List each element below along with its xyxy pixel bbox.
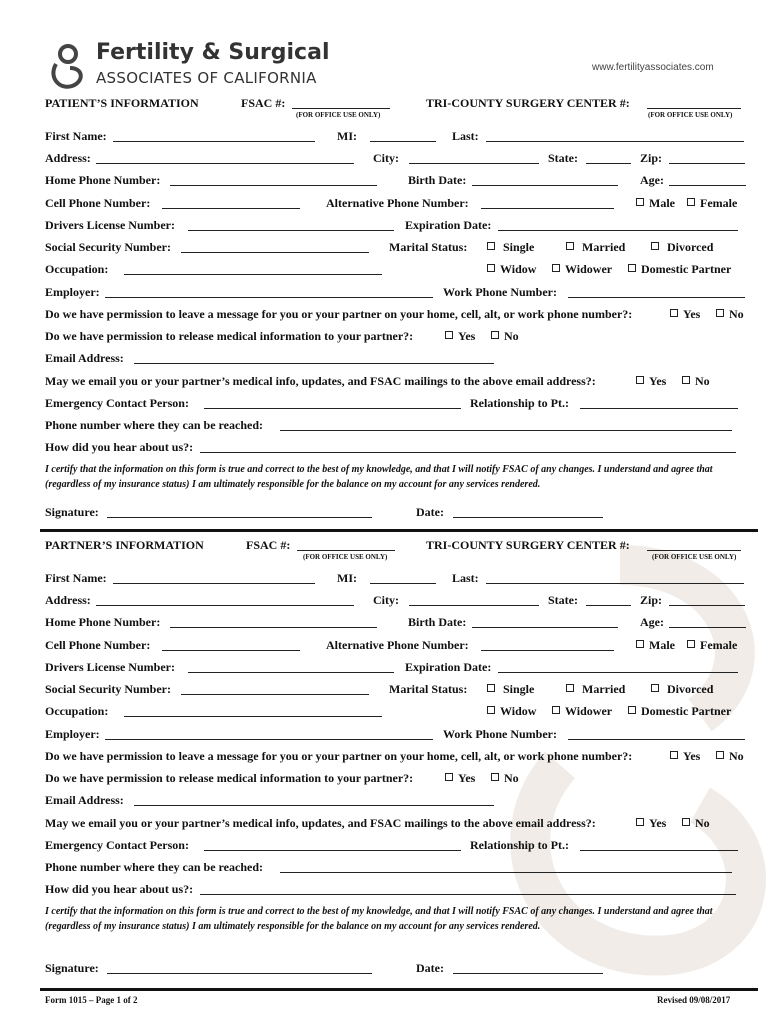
single-option[interactable] (487, 682, 534, 697)
marital-label: Marital Status: (389, 240, 468, 254)
work-phone-input[interactable] (568, 739, 745, 740)
revised-date: Revised 09/08/2017 (657, 995, 731, 1005)
relationship-label: Relationship to Pt.: (470, 838, 569, 852)
widower-text: Widower (565, 262, 613, 276)
male-option[interactable] (636, 196, 675, 211)
state-input[interactable] (586, 605, 631, 606)
alt-phone-label: Alternative Phone Number: (326, 638, 469, 652)
married-option[interactable] (566, 682, 625, 697)
checkbox-icon[interactable] (687, 198, 695, 206)
address-input[interactable] (96, 163, 354, 164)
state-label: State: (548, 151, 578, 165)
email-perm-label: May we email you or your partner’s medical info, updates, and FSAC mailings to the above email address?: (45, 816, 596, 830)
employer-input[interactable] (105, 739, 433, 740)
single-text: Single (503, 682, 535, 696)
perm-message-yes[interactable] (670, 307, 700, 322)
reach-phone-label: Phone number where they can be reached: (45, 418, 263, 432)
employer-label: Employer: (45, 727, 100, 741)
perm-release-yes[interactable] (445, 329, 475, 344)
male-text: Male (649, 196, 675, 210)
birth-date-label: Birth Date: (408, 173, 467, 187)
widower-option[interactable] (552, 704, 612, 719)
address-input[interactable] (96, 605, 354, 606)
age-input[interactable] (669, 627, 746, 628)
address-label: Address: (45, 593, 91, 607)
email-perm-label: May we email you or your partner’s medical info, updates, and FSAC mailings to the above email address?: (45, 374, 596, 388)
section-title: PATIENT’S INFORMATION (45, 96, 199, 110)
relationship-label: Relationship to Pt.: (470, 396, 569, 410)
female-option[interactable] (687, 196, 737, 211)
last-name-input[interactable] (486, 141, 744, 142)
alt-phone-input[interactable] (481, 650, 614, 651)
logo-swirl-icon (50, 42, 90, 92)
signature-label: Signature: (45, 961, 99, 975)
age-input[interactable] (669, 185, 746, 186)
married-option[interactable] (566, 240, 625, 255)
widow-text: Widow (500, 262, 537, 276)
divorced-option[interactable] (651, 682, 713, 697)
office-note: (FOR OFFICE USE ONLY) (303, 553, 388, 561)
checkbox-icon[interactable] (716, 751, 724, 759)
occupation-input[interactable] (124, 274, 382, 275)
email-input[interactable] (134, 363, 494, 364)
email-perm-no[interactable] (682, 816, 710, 831)
yes-text: Yes (683, 749, 701, 763)
no-text: No (695, 374, 710, 388)
checkbox-icon[interactable] (682, 376, 690, 384)
reach-phone-label: Phone number where they can be reached: (45, 860, 263, 874)
cell-phone-label: Cell Phone Number: (45, 638, 151, 652)
employer-input[interactable] (105, 297, 433, 298)
emergency-input[interactable] (204, 850, 461, 851)
date-input[interactable] (453, 973, 603, 974)
last-name-input[interactable] (486, 583, 744, 584)
male-text: Male (649, 638, 675, 652)
yes-text: Yes (458, 771, 476, 785)
checkbox-icon[interactable] (628, 706, 636, 714)
checkbox-icon[interactable] (566, 684, 574, 692)
first-name-label: First Name: (45, 129, 107, 143)
checkbox-icon[interactable] (670, 309, 678, 317)
perm-message-yes[interactable] (670, 749, 700, 764)
last-name-label: Last: (452, 129, 479, 143)
perm-message-label: Do we have permission to leave a message for you or your partner on your home, cell, alt, or work phone number?: (45, 749, 633, 763)
checkbox-icon[interactable] (566, 242, 574, 250)
male-option[interactable] (636, 638, 675, 653)
first-name-input[interactable] (113, 583, 315, 584)
alt-phone-label: Alternative Phone Number: (326, 196, 469, 210)
tri-county-label: TRI-COUNTY SURGERY CENTER #: (426, 96, 630, 110)
reach-phone-input[interactable] (280, 430, 732, 431)
section-divider (40, 529, 758, 532)
certification-text: I certify that the information on this form is true and correct to the best of my knowledge, and that I will notify FSAC of any changes. I understand and agree that (regardless of my insurance status) I am ultimately responsible for the balance on my account for any services rendered. (45, 906, 713, 932)
home-phone-input[interactable] (170, 627, 377, 628)
checkbox-icon[interactable] (636, 818, 644, 826)
checkbox-icon[interactable] (636, 198, 644, 206)
checkbox-icon[interactable] (491, 331, 499, 339)
widow-option[interactable] (487, 704, 536, 719)
last-name-label: Last: (452, 571, 479, 585)
occupation-input[interactable] (124, 716, 382, 717)
divorced-text: Divorced (667, 240, 714, 254)
single-text: Single (503, 240, 535, 254)
checkbox-icon[interactable] (628, 264, 636, 272)
age-label: Age: (640, 173, 664, 187)
domestic-text: Domestic Partner (641, 704, 732, 718)
expiration-label: Expiration Date: (405, 660, 492, 674)
home-phone-label: Home Phone Number: (45, 173, 161, 187)
logo-title: Fertility & Surgical (96, 40, 330, 65)
perm-release-yes[interactable] (445, 771, 475, 786)
yes-text: Yes (683, 307, 701, 321)
city-label: City: (373, 151, 399, 165)
relationship-input[interactable] (580, 408, 738, 409)
fsac-input[interactable] (297, 550, 395, 551)
dl-input[interactable] (188, 672, 394, 673)
office-note: (FOR OFFICE USE ONLY) (296, 111, 381, 119)
hear-label: How did you hear about us?: (45, 882, 194, 896)
married-text: Married (582, 240, 626, 254)
hear-label: How did you hear about us?: (45, 440, 194, 454)
widow-text: Widow (500, 704, 537, 718)
checkbox-icon[interactable] (687, 640, 695, 648)
occupation-label: Occupation: (45, 262, 109, 276)
perm-release-no[interactable] (491, 329, 519, 344)
checkbox-icon[interactable] (487, 684, 495, 692)
divorced-text: Divorced (667, 682, 714, 696)
expiration-label: Expiration Date: (405, 218, 492, 232)
checkbox-icon[interactable] (445, 331, 453, 339)
fsac-label: FSAC #: (246, 538, 291, 552)
birth-date-input[interactable] (472, 627, 618, 628)
widower-text: Widower (565, 704, 613, 718)
alt-phone-input[interactable] (481, 208, 614, 209)
signature-input[interactable] (107, 517, 372, 518)
expiration-input[interactable] (498, 672, 738, 673)
checkbox-icon[interactable] (716, 309, 724, 317)
state-label: State: (548, 593, 578, 607)
no-text: No (504, 771, 519, 785)
ssn-input[interactable] (181, 252, 369, 253)
website-link[interactable]: www.fertilityassociates.com (592, 62, 714, 73)
section-title: PARTNER’S INFORMATION (45, 538, 204, 552)
yes-text: Yes (458, 329, 476, 343)
no-text: No (729, 749, 744, 763)
yes-text: Yes (649, 816, 667, 830)
fsac-input[interactable] (292, 108, 390, 109)
work-phone-input[interactable] (568, 297, 745, 298)
email-label: Email Address: (45, 793, 124, 807)
marital-label: Marital Status: (389, 682, 468, 696)
logo-subtitle: ASSOCIATES OF CALIFORNIA (96, 69, 317, 87)
checkbox-icon[interactable] (651, 242, 659, 250)
widow-option[interactable] (487, 262, 536, 277)
checkbox-icon[interactable] (487, 264, 495, 272)
emergency-label: Emergency Contact Person: (45, 838, 189, 852)
birth-date-input[interactable] (472, 185, 618, 186)
checkbox-icon[interactable] (636, 376, 644, 384)
email-label: Email Address: (45, 351, 124, 365)
domestic-option[interactable] (628, 704, 731, 719)
no-text: No (504, 329, 519, 343)
checkbox-icon[interactable] (445, 773, 453, 781)
certification-text: I certify that the information on this form is true and correct to the best of my knowledge, and that I will notify FSAC of any changes. I understand and agree that (regardless of my insurance status) I am ultimately responsible for the balance on my account for any services rendered. (45, 464, 713, 490)
signature-label: Signature: (45, 505, 99, 519)
checkbox-icon[interactable] (651, 684, 659, 692)
female-text: Female (700, 638, 738, 652)
zip-label: Zip: (640, 593, 663, 607)
reach-phone-input[interactable] (280, 872, 732, 873)
perm-release-label: Do we have permission to release medical information to your partner?: (45, 329, 414, 343)
signature-input[interactable] (107, 973, 372, 974)
tri-county-label: TRI-COUNTY SURGERY CENTER #: (426, 538, 630, 552)
checkbox-icon[interactable] (487, 242, 495, 250)
city-label: City: (373, 593, 399, 607)
checkbox-icon[interactable] (552, 264, 560, 272)
relationship-input[interactable] (580, 850, 738, 851)
widower-option[interactable] (552, 262, 612, 277)
address-label: Address: (45, 151, 91, 165)
domestic-option[interactable] (628, 262, 731, 277)
ssn-label: Social Security Number: (45, 240, 171, 254)
city-input[interactable] (409, 605, 539, 606)
checkbox-icon[interactable] (552, 706, 560, 714)
checkbox-icon[interactable] (491, 773, 499, 781)
checkbox-icon[interactable] (682, 818, 690, 826)
dl-input[interactable] (188, 230, 394, 231)
work-phone-label: Work Phone Number: (443, 285, 557, 299)
tri-office-note: (FOR OFFICE USE ONLY) (648, 111, 733, 119)
female-text: Female (700, 196, 738, 210)
emergency-input[interactable] (204, 408, 461, 409)
no-text: No (695, 816, 710, 830)
ssn-input[interactable] (181, 694, 369, 695)
birth-date-label: Birth Date: (408, 615, 467, 629)
email-input[interactable] (134, 805, 494, 806)
zip-label: Zip: (640, 151, 663, 165)
mi-label: MI: (337, 571, 357, 585)
perm-release-label: Do we have permission to release medical information to your partner?: (45, 771, 414, 785)
dl-label: Drivers License Number: (45, 660, 175, 674)
first-name-label: First Name: (45, 571, 107, 585)
tri-county-input[interactable] (647, 550, 741, 551)
divorced-option[interactable] (651, 240, 713, 255)
perm-release-no[interactable] (491, 771, 519, 786)
checkbox-icon[interactable] (636, 640, 644, 648)
employer-label: Employer: (45, 285, 100, 299)
footer-divider (40, 988, 758, 991)
expiration-input[interactable] (498, 230, 738, 231)
cell-phone-label: Cell Phone Number: (45, 196, 151, 210)
occupation-label: Occupation: (45, 704, 109, 718)
hear-input[interactable] (200, 894, 736, 895)
perm-message-no[interactable] (716, 749, 744, 764)
city-input[interactable] (409, 163, 539, 164)
checkbox-icon[interactable] (487, 706, 495, 714)
date-label: Date: (416, 505, 444, 519)
cell-phone-input[interactable] (162, 208, 300, 209)
female-option[interactable] (687, 638, 737, 653)
emergency-label: Emergency Contact Person: (45, 396, 189, 410)
home-phone-input[interactable] (170, 185, 377, 186)
ssn-label: Social Security Number: (45, 682, 171, 696)
single-option[interactable] (487, 240, 534, 255)
married-text: Married (582, 682, 626, 696)
domestic-text: Domestic Partner (641, 262, 732, 276)
email-perm-yes[interactable] (636, 816, 666, 831)
zip-input[interactable] (669, 605, 745, 606)
home-phone-label: Home Phone Number: (45, 615, 161, 629)
perm-message-no[interactable] (716, 307, 744, 322)
dl-label: Drivers License Number: (45, 218, 175, 232)
cell-phone-input[interactable] (162, 650, 300, 651)
hear-input[interactable] (200, 452, 736, 453)
perm-message-label: Do we have permission to leave a message for you or your partner on your home, cell, alt, or work phone number?: (45, 307, 633, 321)
form-id: Form 1015 – Page 1 of 2 (45, 995, 138, 1005)
no-text: No (729, 307, 744, 321)
work-phone-label: Work Phone Number: (443, 727, 557, 741)
yes-text: Yes (649, 374, 667, 388)
state-input[interactable] (586, 163, 631, 164)
mi-label: MI: (337, 129, 357, 143)
date-label: Date: (416, 961, 444, 975)
date-input[interactable] (453, 517, 603, 518)
age-label: Age: (640, 615, 664, 629)
mi-input[interactable] (370, 141, 436, 142)
zip-input[interactable] (669, 163, 745, 164)
email-perm-yes[interactable] (636, 374, 666, 389)
tri-county-input[interactable] (647, 108, 741, 109)
mi-input[interactable] (370, 583, 436, 584)
tri-office-note: (FOR OFFICE USE ONLY) (652, 553, 737, 561)
first-name-input[interactable] (113, 141, 315, 142)
fsac-label: FSAC #: (241, 96, 286, 110)
email-perm-no[interactable] (682, 374, 710, 389)
checkbox-icon[interactable] (670, 751, 678, 759)
